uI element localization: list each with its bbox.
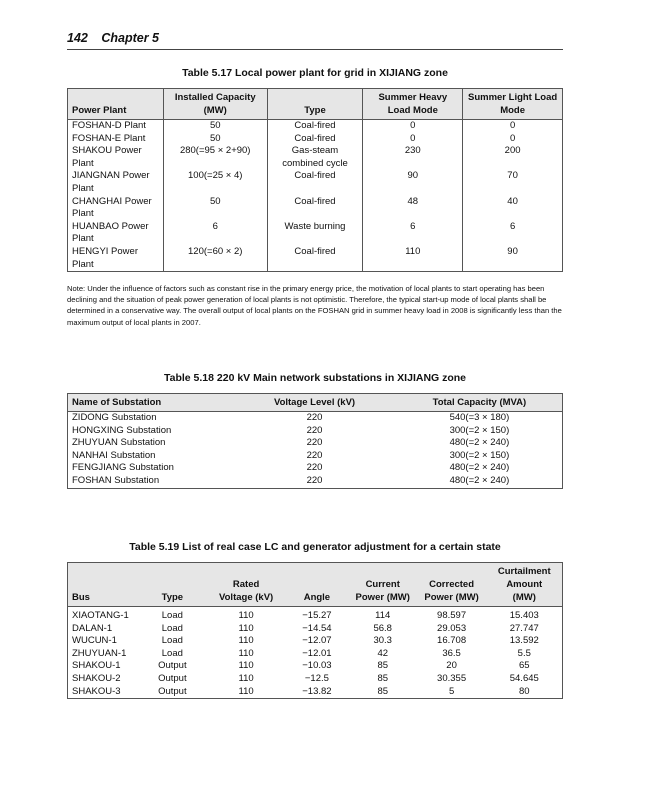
plant-name: CHANGHAI Power <box>72 195 152 207</box>
col-header-rated-voltage: Rated Voltage (kV) <box>219 579 274 603</box>
table-row <box>68 145 563 170</box>
current-power-cell: 114 <box>375 610 391 621</box>
substation-name-cell: FOSHAN Substation <box>72 474 160 486</box>
summer-light-cell: 0 <box>509 132 516 144</box>
substation-name-cell: ZIDONG Substation <box>72 412 157 423</box>
col-header-plant: Power Plant <box>68 89 164 120</box>
plant-name-cell <box>68 120 164 133</box>
plant-name-cont: Plant <box>72 258 94 270</box>
summer-light-cell: 6 <box>509 220 516 232</box>
plant-name-cont: Plant <box>72 233 94 245</box>
installed-capacity-cell: 50 <box>163 196 267 221</box>
plant-name-cont: Plant <box>72 182 94 194</box>
table-row <box>68 120 563 133</box>
current-power-cell: 42 <box>377 647 389 659</box>
current-power-cell: 30.3 <box>373 635 392 647</box>
table-row <box>68 246 563 272</box>
substation-name-cell: HONGXING Substation <box>72 424 172 436</box>
plant-type: Coal-fired <box>294 170 336 182</box>
angle-cell: −12.07 <box>302 635 332 647</box>
rated-voltage-cell: 110 <box>238 622 254 634</box>
col-header-total-capacity: Total Capacity (MVA) <box>432 397 527 408</box>
col-header-bus: Bus <box>72 592 90 603</box>
total-capacity-cell: 300(=2 × 150) <box>449 449 510 461</box>
curtailment-cell: 15.403 <box>509 610 539 621</box>
plant-type-cell <box>267 246 363 272</box>
col-header-capacity: Installed Capacity (MW) <box>163 89 267 120</box>
table-row <box>68 623 563 636</box>
bus-cell: SHAKOU-2 <box>72 672 121 684</box>
table-row <box>68 196 563 221</box>
voltage-level-cell: 220 <box>306 474 323 486</box>
curtailment-cell: 13.592 <box>509 635 539 647</box>
summer-heavy-cell: 0 <box>363 133 463 146</box>
corrected-power-cell: 36.5 <box>442 647 461 659</box>
col-header-current-power: Current Power (MW) <box>355 579 410 603</box>
table-row <box>68 673 563 686</box>
plant-type-cell <box>267 120 363 133</box>
curtailment-cell: 5.5 <box>517 647 531 659</box>
voltage-level-cell: 220 <box>306 462 323 474</box>
table-row <box>68 686 563 699</box>
table-5-19-caption: Table 5.19 List of real case LC and generator adjustment for a certain state <box>129 541 501 553</box>
total-capacity-cell: 480(=2 × 240) <box>449 437 510 449</box>
summer-light-cell: 0 <box>509 120 516 131</box>
table-row <box>68 648 563 661</box>
current-power-cell: 85 <box>377 685 389 697</box>
type-cell: Load <box>161 622 183 634</box>
table-header-row <box>68 563 563 607</box>
summer-light-cell: 200 <box>504 145 521 157</box>
plant-type: Gas-steam <box>291 145 339 157</box>
bus-cell: SHAKOU-1 <box>72 660 121 672</box>
plant-type-cell <box>267 170 363 195</box>
plant-name: FOSHAN-D Plant <box>72 120 146 131</box>
col-header-light: Summer Light Load Mode <box>467 92 558 116</box>
table-5-17-body <box>68 120 563 272</box>
table-row <box>68 607 563 623</box>
table-header-row <box>68 89 563 120</box>
plant-name: SHAKOU Power <box>72 145 142 157</box>
bus-cell: ZHUYUAN-1 <box>72 647 127 659</box>
angle-cell: −10.03 <box>302 660 332 672</box>
plant-type-cell <box>267 221 363 246</box>
summer-light-cell: 70 <box>507 170 518 182</box>
installed-capacity-cell: 120(=60 × 2) <box>163 246 267 272</box>
table-row <box>68 412 563 425</box>
plant-name: JIANGNAN Power <box>72 170 150 182</box>
plant-type: Coal-fired <box>294 245 336 257</box>
bus-cell: SHAKOU-3 <box>72 685 121 697</box>
plant-name-cell <box>68 170 164 195</box>
plant-name: FOSHAN-E Plant <box>72 132 146 144</box>
corrected-power-cell: 98.597 <box>437 610 467 621</box>
plant-type-cont: combined cycle <box>282 157 348 169</box>
summer-heavy-cell: 48 <box>363 196 463 221</box>
plant-name-cell <box>68 196 164 221</box>
plant-type-cell <box>267 133 363 146</box>
table-row <box>68 425 563 438</box>
current-power-cell: 85 <box>377 660 389 672</box>
rated-voltage-cell: 110 <box>238 610 254 621</box>
table-row <box>68 437 563 450</box>
corrected-power-cell: 29.053 <box>437 622 467 634</box>
plant-type: Coal-fired <box>294 120 336 131</box>
summer-heavy-cell: 90 <box>363 170 463 195</box>
total-capacity-cell: 540(=3 × 180) <box>449 412 510 423</box>
angle-cell: −14.54 <box>302 622 332 634</box>
corrected-power-cell: 20 <box>446 660 457 672</box>
angle-cell: −12.5 <box>304 672 329 684</box>
table-5-17-caption: Table 5.17 Local power plant for grid in XIJIANG zone <box>182 67 448 79</box>
rated-voltage-cell: 110 <box>238 647 254 659</box>
table-header-row <box>68 394 563 412</box>
table-row <box>68 475 563 488</box>
plant-name-cell <box>68 145 164 170</box>
plant-name: HUANBAO Power <box>72 220 149 232</box>
plant-type: Coal-fired <box>294 195 336 207</box>
substation-name-cell: ZHUYUAN Substation <box>72 437 166 449</box>
table-row <box>68 660 563 673</box>
table-row <box>68 635 563 648</box>
col-header-heavy: Summer Heavy Load Mode <box>363 89 463 120</box>
type-cell: Load <box>161 647 183 659</box>
table-row <box>68 170 563 195</box>
corrected-power-cell: 5 <box>448 685 455 697</box>
rated-voltage-cell: 110 <box>238 635 254 647</box>
corrected-power-cell: 30.355 <box>437 672 467 684</box>
table-row <box>68 133 563 146</box>
curtailment-cell: 27.747 <box>509 622 539 634</box>
rated-voltage-cell: 110 <box>238 660 254 672</box>
table-row <box>68 462 563 475</box>
table-5-18 <box>67 393 563 489</box>
summer-heavy-cell: 110 <box>363 246 463 272</box>
plant-type: Coal-fired <box>294 132 336 144</box>
summer-heavy-cell: 0 <box>363 120 463 133</box>
table-row <box>68 221 563 246</box>
corrected-power-cell: 16.708 <box>437 635 467 647</box>
voltage-level-cell: 220 <box>306 449 323 461</box>
substation-name-cell: NANHAI Substation <box>72 449 156 461</box>
plant-name-cell <box>68 133 164 146</box>
summer-heavy-cell: 6 <box>363 221 463 246</box>
plant-name-cont: Plant <box>72 157 94 169</box>
installed-capacity-cell: 280(=95 × 2+90) <box>163 145 267 170</box>
bus-cell: XIAOTANG-1 <box>72 610 129 621</box>
table-5-17-note: Note: Under the influence of factors such as constant rise in the primary energy price, the motivation of local plants to start operating has been declining and the situation of peak power generation of local plants is not optimistic. Therefore, the typical start-up mode of local plants shall be determined in a conservative way. The overall output of local plants on the FOSHAN grid in summer heavy load in 2008 is significantly less than the maximum output of local plants in 2007. <box>67 284 562 327</box>
voltage-level-cell: 220 <box>306 412 323 423</box>
plant-name: HENGYI Power <box>72 245 138 257</box>
plant-type-cell <box>267 196 363 221</box>
voltage-level-cell: 220 <box>306 437 323 449</box>
type-cell: Output <box>158 660 187 672</box>
rated-voltage-cell: 110 <box>238 685 254 697</box>
col-header-substation: Name of Substation <box>72 397 162 408</box>
total-capacity-cell: 480(=2 × 240) <box>449 462 510 474</box>
installed-capacity-cell: 50 <box>163 133 267 146</box>
bus-cell: WUCUN-1 <box>72 635 117 647</box>
col-header-type: Type <box>161 592 184 603</box>
col-header-voltage: Voltage Level (kV) <box>273 397 356 408</box>
page-number: 142 <box>67 31 88 45</box>
chapter-title: Chapter 5 <box>101 31 159 45</box>
plant-name-cont: Plant <box>72 208 94 220</box>
angle-cell: −12.01 <box>302 647 332 659</box>
type-cell: Load <box>161 610 183 621</box>
current-power-cell: 85 <box>377 672 389 684</box>
installed-capacity-cell: 6 <box>163 221 267 246</box>
col-header-corrected-power: Corrected Power (MW) <box>424 579 479 603</box>
col-header-curtailment: Curtailment Amount (MW) <box>497 566 551 603</box>
summer-heavy-cell: 230 <box>363 145 463 170</box>
plant-name-cell <box>68 246 164 272</box>
table-5-18-caption: Table 5.18 220 kV Main network substations in XIJIANG zone <box>163 372 467 384</box>
plant-name-cell <box>68 221 164 246</box>
angle-cell: −13.82 <box>302 685 332 697</box>
curtailment-cell: 54.645 <box>509 672 539 684</box>
bus-cell: DALAN-1 <box>72 622 113 634</box>
table-5-18-body <box>68 412 563 489</box>
table-row <box>68 450 563 463</box>
substation-name-cell: FENGJIANG Substation <box>72 462 174 474</box>
col-header-type: Type <box>267 89 363 120</box>
curtailment-cell: 80 <box>518 685 530 697</box>
installed-capacity-cell: 50 <box>163 120 267 133</box>
rated-voltage-cell: 110 <box>238 672 254 684</box>
total-capacity-cell: 300(=2 × 150) <box>449 424 510 436</box>
summer-light-cell: 40 <box>507 195 518 207</box>
summer-light-cell: 90 <box>507 245 518 257</box>
type-cell: Load <box>161 635 183 647</box>
installed-capacity-cell: 100(=25 × 4) <box>163 170 267 195</box>
table-5-17 <box>67 88 563 272</box>
total-capacity-cell: 480(=2 × 240) <box>449 474 510 486</box>
voltage-level-cell: 220 <box>306 424 323 436</box>
table-5-19 <box>67 562 563 699</box>
plant-type-cell <box>267 145 363 170</box>
current-power-cell: 56.8 <box>373 622 392 634</box>
page-header <box>67 31 563 50</box>
col-header-angle: Angle <box>303 592 331 603</box>
curtailment-cell: 65 <box>518 660 530 672</box>
type-cell: Output <box>158 672 187 684</box>
type-cell: Output <box>158 685 187 697</box>
angle-cell: −15.27 <box>302 610 332 621</box>
table-5-19-body <box>68 607 563 699</box>
plant-type: Waste burning <box>284 220 346 232</box>
